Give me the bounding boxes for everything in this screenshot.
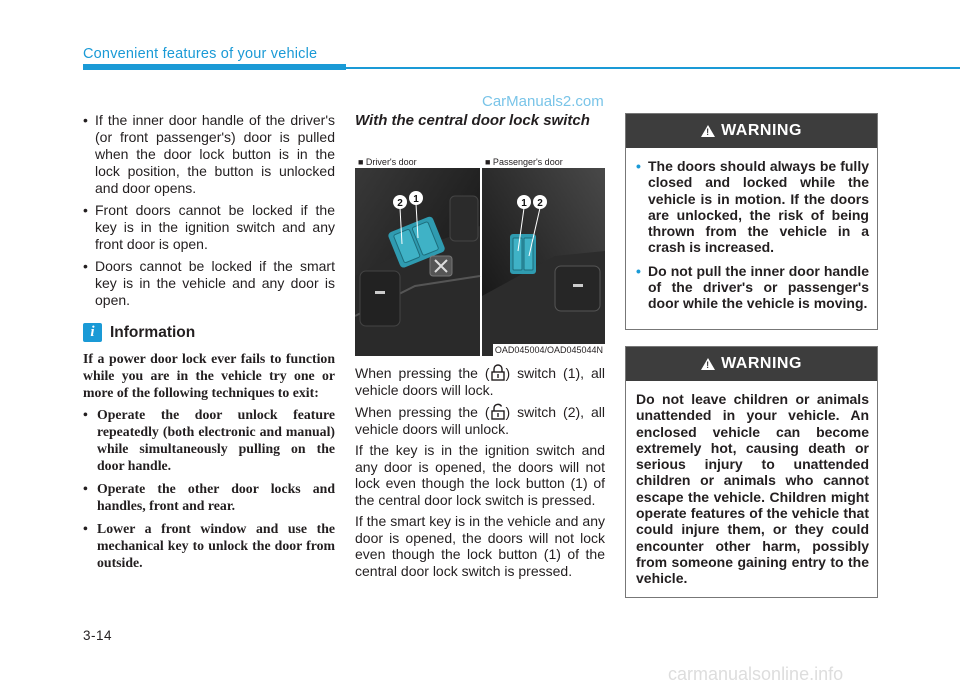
watermark-bottom: carmanualsonline.info bbox=[668, 664, 844, 684]
list-item: • Operate the door unlock feature repeatedly (both electronic and manual) while simultaneously pulling on the door handle. bbox=[83, 406, 335, 474]
list-item: • Lower a front window and use the mechanical key to unlock the door from outside. bbox=[83, 520, 335, 571]
passenger-callout-2: 2 bbox=[537, 198, 543, 209]
unlock-text-after: ) switch (2), all vehicle doors will unlock. bbox=[355, 404, 605, 437]
information-intro: If a power door lock ever fails to function while you are in the vehicle try one or more of the following techniques to exit: bbox=[83, 351, 335, 400]
list-item: • If the inner door handle of the driver's (or front passenger's) door is pulled when the door lock button is in the lock position, the button is unlocked and door opens. bbox=[83, 112, 335, 197]
warning-icon bbox=[701, 125, 715, 137]
information-list bbox=[83, 406, 335, 571]
driver-callout-2: 2 bbox=[397, 198, 403, 209]
door-lock-bullet-list bbox=[83, 112, 335, 309]
warning-box-door-lock bbox=[625, 113, 878, 330]
list-item: • Doors cannot be locked if the smart key is in the vehicle and any door is open. bbox=[83, 258, 335, 309]
photo-caption: OAD045004/OAD045044N bbox=[494, 345, 603, 355]
unlock-instruction bbox=[355, 403, 605, 437]
warning-text: Do not leave children or animals unattended in your vehicle. An enclosed vehicle can become extremely hot, causing death or serious injury to unattended children or animals who cannot escape the vehicle. Children might operate features of the vehicle that could injure them, or they could encounter other harm, possibly from someone gaining entry to the vehicle. bbox=[636, 391, 869, 587]
ignition-note: If the key is in the ignition switch and any door is opened, the doors will not lock even though the lock button (1) of the central door lock switch is pressed. bbox=[355, 442, 605, 508]
lock-text-before: When pressing the ( bbox=[355, 365, 490, 381]
lock-icon bbox=[491, 364, 505, 381]
warning-body bbox=[626, 148, 877, 329]
passenger-callout-1: 1 bbox=[521, 198, 527, 209]
smart-key-note: If the smart key is in the vehicle and any door is opened, the doors will not lock even though the lock button (1) of the central door lock switch is pressed. bbox=[355, 513, 605, 579]
driver-door-label: ■ Driver's door bbox=[355, 156, 482, 168]
lock-text-after: ) switch (1), all vehicle doors will lock. bbox=[355, 365, 605, 398]
list-item: • Operate the other door locks and handles, front and rear. bbox=[83, 480, 335, 514]
unlock-text-before: When pressing the ( bbox=[355, 404, 490, 420]
list-item: • The doors should always be fully closed and locked while the vehicle is in motion. If the doors are unlocked, the risk of being thrown from the vehicle in a crash is increased. bbox=[636, 158, 869, 256]
driver-callout-1: 1 bbox=[413, 194, 419, 205]
lock-instruction bbox=[355, 364, 605, 398]
watermark-top: CarManuals2.com bbox=[482, 93, 604, 110]
section-header-rule bbox=[346, 67, 960, 69]
central-lock-subheading: With the central door lock switch bbox=[355, 112, 590, 129]
central-lock-body bbox=[355, 364, 605, 584]
info-icon: i bbox=[83, 323, 102, 342]
warning-title: WARNING bbox=[721, 122, 802, 139]
warning-box-children bbox=[625, 346, 878, 598]
page-number: 3-14 bbox=[83, 628, 113, 643]
information-title: Information bbox=[110, 323, 196, 341]
warning-header bbox=[626, 114, 877, 148]
passenger-central-lock-switch bbox=[510, 234, 536, 274]
list-item: • Front doors cannot be locked if the key is in the ignition switch and any front door is open. bbox=[83, 202, 335, 253]
warning-header bbox=[626, 347, 877, 381]
middle-column bbox=[355, 112, 605, 129]
list-item: • Do not pull the inner door handle of the driver's or passenger's door while the vehicle is moving. bbox=[636, 263, 869, 312]
left-column bbox=[83, 112, 335, 577]
information-heading bbox=[83, 323, 335, 342]
door-switch-photo bbox=[355, 156, 605, 356]
warning-title: WARNING bbox=[721, 355, 802, 372]
passenger-door-label: ■ Passenger's door bbox=[482, 156, 605, 168]
warning-body bbox=[626, 381, 877, 597]
section-header-title: Convenient features of your vehicle bbox=[83, 46, 318, 62]
section-header-bar bbox=[83, 64, 346, 70]
warning-icon bbox=[701, 358, 715, 370]
unlock-icon bbox=[491, 403, 505, 420]
door-switch-illustration bbox=[355, 156, 605, 356]
